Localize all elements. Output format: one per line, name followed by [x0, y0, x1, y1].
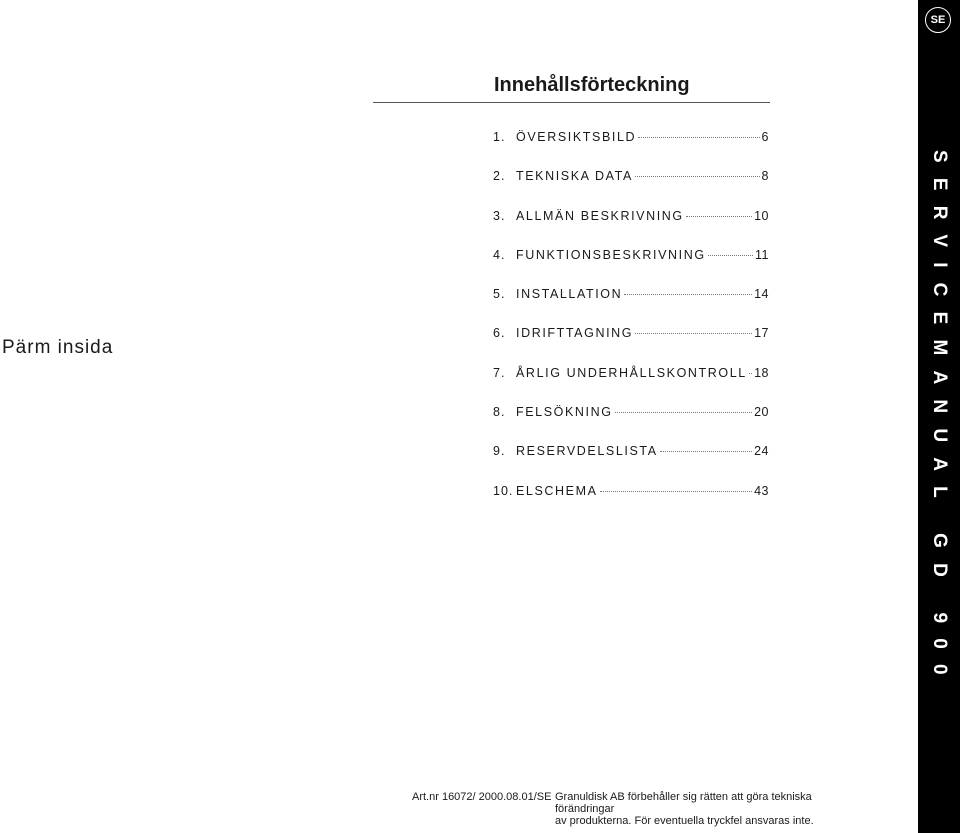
dot-leader [635, 333, 752, 334]
dot-leader [708, 255, 753, 256]
dot-leader [638, 137, 759, 138]
toc-page-number: 43 [754, 483, 769, 498]
toc-entry[interactable] [493, 326, 769, 365]
toc-number: 8. [493, 405, 506, 420]
toc-page-number: 8 [761, 169, 769, 184]
dot-leader [600, 491, 753, 492]
toc-number: 9. [493, 444, 506, 459]
page-title: Innehållsförteckning [494, 74, 690, 96]
toc-page-number: 6 [761, 130, 769, 144]
toc-entry[interactable] [493, 287, 769, 326]
toc-entry[interactable] [493, 169, 769, 208]
toc-entry[interactable] [493, 405, 769, 444]
manual-title-vertical: SERVICEMANUAL GD 900 [929, 150, 950, 690]
toc-entry[interactable] [493, 248, 769, 287]
toc-entry[interactable] [493, 444, 769, 483]
toc-label: ÖVERSIKTSBILD [516, 130, 637, 144]
dot-leader [635, 176, 760, 177]
toc-label: FELSÖKNING [516, 405, 613, 420]
article-number: Art.nr 16072/ 2000.08.01/SE [412, 791, 552, 803]
toc-number: 5. [493, 287, 506, 302]
table-of-contents [493, 130, 769, 523]
dot-leader [660, 451, 752, 452]
toc-entry[interactable] [493, 484, 769, 523]
toc-number: 7. [493, 365, 506, 380]
toc-number: 4. [493, 247, 506, 262]
cover-inside-label: Pärm insida [2, 337, 114, 358]
toc-number: 10. [493, 483, 514, 498]
toc-label: TEKNISKA DATA [516, 169, 633, 184]
title-divider [373, 102, 770, 103]
toc-number: 1. [493, 130, 506, 144]
dot-leader [749, 373, 752, 374]
toc-label: ALLMÄN BESKRIVNING [516, 208, 684, 223]
toc-entry[interactable] [493, 209, 769, 248]
toc-label: ÅRLIG UNDERHÅLLSKONTROLL [516, 365, 747, 380]
language-badge: SE [925, 7, 951, 33]
toc-label: IDRIFTTAGNING [516, 326, 634, 341]
disclaimer-line: av produkterna. För eventuella tryckfel ansvaras inte. [555, 815, 814, 827]
toc-page-number: 10 [754, 208, 769, 223]
toc-label: FUNKTIONSBESKRIVNING [516, 247, 706, 262]
dot-leader [686, 216, 752, 217]
toc-label: ELSCHEMA [516, 483, 598, 498]
disclaimer-line: Granuldisk AB förbehåller sig rätten att göra tekniska förändringar [555, 791, 812, 815]
disclaimer [555, 791, 855, 827]
toc-number: 6. [493, 326, 506, 341]
toc-page-number: 20 [754, 405, 769, 420]
toc-entry[interactable] [493, 130, 769, 169]
toc-entry[interactable] [493, 366, 769, 405]
toc-page-number: 11 [755, 247, 769, 262]
toc-page-number: 18 [754, 365, 769, 380]
toc-label: INSTALLATION [516, 287, 623, 302]
toc-label: RESERVDELSLISTA [516, 444, 658, 459]
toc-page-number: 14 [754, 287, 769, 302]
toc-number: 3. [493, 208, 506, 223]
toc-page-number: 17 [754, 326, 769, 341]
dot-leader [624, 294, 752, 295]
dot-leader [615, 412, 753, 413]
toc-number: 2. [493, 169, 506, 184]
toc-page-number: 24 [754, 444, 769, 459]
